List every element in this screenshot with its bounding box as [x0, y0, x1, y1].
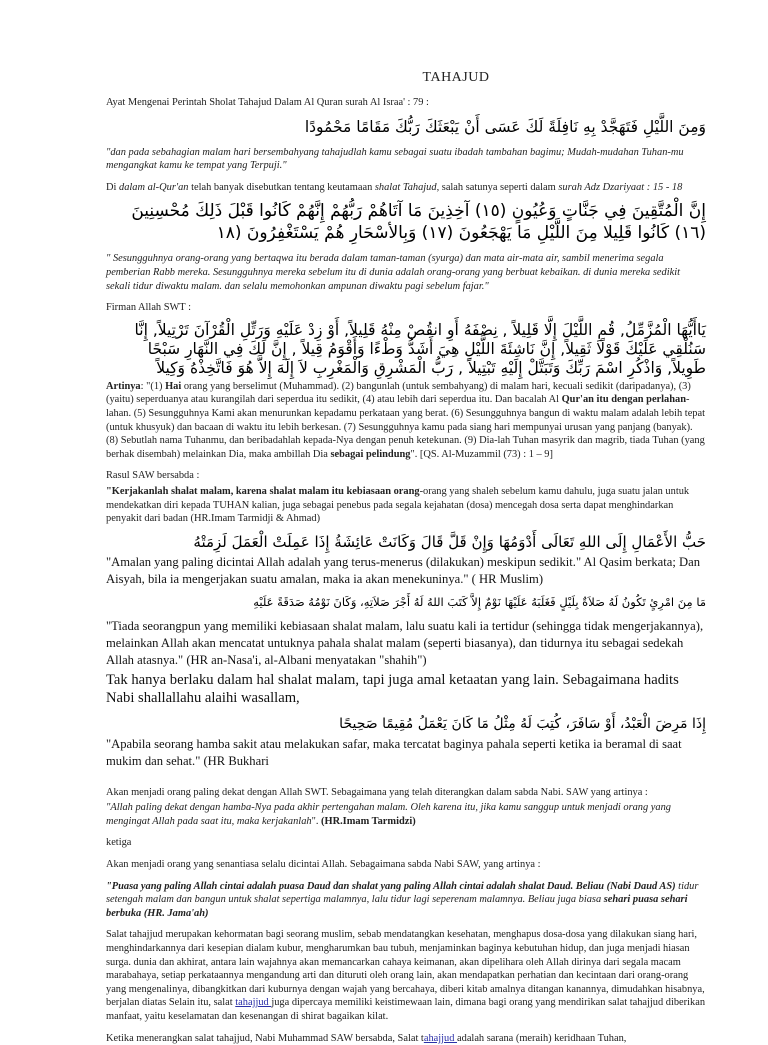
text: Salat tahajjud merupakan kehormatan bagi seorang muslim, sebab mendatangkan kesehatan, menghapus dosa-dosa yang dilakukan siang hari, menghindarkannya dari kesepian dialam kubur, mengharumkan bau tubuh, menjaminkan baginya kebutuhan hidup, dan juga menjadi hiasan surga. dunia dan akhirat, antara lain wajahnya akan memancarkan cahaya keimanan, akan dipelihara oleh Allah dirinya dari segala macam marabahaya, setiap perkataannya mengandung arti dan dituruti oleh orang lain, akan mendapatkan perhatian dan kecintaan dari orang-orang yang mengenalinya, dibangkitkan dari kuburnya dengan wajah yang bercahaya, diberi kitab amalnya ditangan kanannya, dimudahkan hisabnya, berjalan diatas Selain itu, salat [106, 929, 705, 1009]
tiada-paragraph: "Tiada seorangpun yang memiliki kebiasaan shalat malam, lalu suatu kali ia tertidur (sehingga tidak mengerjakannya), melainkan Allah akan mencatat untuknya pahala shalat malam (seperti biasanya), dan tidurnya itu sebagai sedekah Allah atasnya." (HR an-Nasa'i, al-Albani menyatakan "shahih") [106, 618, 704, 667]
text: "Allah paling dekat dengan hamba-Nya pada akhir pertengahan malam. Oleh karena itu, jika kamu sanggup untuk menjadi orang yang mengingat Allah pada saat itu, maka kerjakanlah [106, 802, 671, 827]
text: sebagai pelindung [330, 448, 411, 460]
tahajjud-link[interactable]: tahajjud [235, 997, 272, 1009]
text: Hai [165, 380, 182, 392]
quote-text: " Sesungguhnya orang-orang yang bertaqwa itu berada dalam taman-taman (syurga) dan mata air-mata air, sambil menerima segala pemberian Rabb mereka. Sesungguhnya mereka sebelum itu di dunia adalah orang-orang yang berbuat kebaikan. di dunia mereka sedikit sekali tidur diwaktu malam. dan selalu memohonkan ampunan diwaktu pagi sebelum fajar." [106, 253, 680, 292]
allah-quote-paragraph [106, 801, 706, 828]
quote-text: "dan pada sebahagian malam hari bersembahyang tahajudlah kamu sebagai suatu ibadah tambahan bagimu; Mudah-mudahan Tuhan-mu mengangkat kamu ke tempat yang Terpuji." [106, 146, 684, 172]
text: dalam al-Qur'an [119, 181, 189, 193]
ketiga-label: ketiga [106, 837, 132, 849]
text: "Puasa yang paling Allah cintai adalah puasa Daud dan shalat yang paling Allah cintai adalah shalat Daud. Beliau (Nabi Daud AS) [106, 880, 676, 892]
text: Ketika menerangkan salat tahajjud, Nabi Muhammad SAW bersabda, Salat t [106, 1032, 424, 1044]
text: ". [QS. Al-Muzammil (73) : 1 – 9] [410, 448, 553, 460]
document-title: TAHAJUD [422, 70, 490, 85]
text: -orang yang shaleh sebelum kamu dahulu, juga suatu jalan untuk mendekatkan diri kepada TUHAN kalian, juga sebagai penebus pada segala kejahatan (dosa) mencegah dosa serta dapat menghindarkan penyakit dari badan (HR.Imam Tarmidji & Ahmad) [106, 485, 690, 525]
text: juga dipercaya memiliki keistimewaan lain, dimana bagi orang yang mendirikan salat tahajjud diberikan manfaat, yaitu keselamatan dan kesenangan di shirat bagaikan kilat. [106, 997, 706, 1022]
text: sehari puasa sehari berbuka (HR. Jama'ah) [106, 894, 688, 919]
text: surah Adz Dzariyaat : 15 - 18 [558, 181, 683, 193]
text: "Amalan yang paling [106, 554, 214, 569]
arabic-verse-dzariyaat: إِنَّ الْمُتَّقِينَ فِي جَنَّاتٍ وَعُيُونٍ (١٥) آخِذِينَ مَا آتَاهُمْ رَبُّهُمْ إِنَّهُمْ كَانُوا قَبْلَ ذَلِكَ مُحْسِنِينَ (١٦) كَانُوا قَلِيلا مِنَ اللَّيْلِ مَا يَهْجَعُونَ (١٧) وَبِالأسْحَارِ هُمْ يَسْتَغْفِرُونَ (١٨ [131, 201, 706, 244]
paragraph-dzariyaat [106, 181, 706, 195]
text: shalat Tahajud, [374, 181, 440, 193]
quote-isra-translation [106, 146, 706, 173]
artinya-paragraph [106, 380, 706, 462]
tahajjud-link[interactable]: ahajjud [423, 1032, 458, 1044]
arabic-hadith-tidur: مَا مِنَ امْرِئٍ تَكُونُ لَهُ صَلاَةٌ بِلَيْلٍ فَغَلَبَهُ عَلَيْهَا نَوْمٌ إِلاَّ كَتَبَ اللهُ لَهُ أَجْرَ صَلاَتِهِ، وَكَانَ نَوْمُهُ صَدَقَةً عَلَيْهِ [253, 594, 706, 609]
quote-dzariyaat-translation [106, 252, 706, 293]
rasul-heading: Rasul SAW bersabda : [106, 470, 200, 482]
arabic-hadith-amal: حَبُّ الأَعْمَالِ إِلَى اللهِ تَعَالَى أَدْوَمُهَا وَإِنْ قَلَّ قَالَ وَكَانَتْ عَائِشَةُ إِذَا عَمِلَتْ الْعَمَلَ لَزِمَتْهُ [193, 532, 706, 551]
text: telah banyak disebutkan tentang keutamaan [188, 181, 375, 193]
salat-paragraph [106, 928, 706, 1023]
puasa-quote-paragraph [106, 880, 706, 921]
text: Qur'an itu dengan perlahan [561, 394, 687, 406]
text: : "(1) [140, 380, 166, 392]
text: -lahan. (5) Sesungguhnya Kami akan menurunkan kepadamu perkataan yang berat. (6) Sesungguhnya bangun di waktu malam adalah lebih tepat (untuk khusyuk) dan bacaan di waktu itu lebih berkesan. (7) Sesungguhnya kamu pada siang hari mempunyai urusan yang panjang (banyak). (8) Sebutlah nama Tuhanmu, dan beribadahlah kepada-Nya dengan penuh ketekunan. (9) Dia-lah Tuhan masyrik dan magrib, tiada Tuhan (yang berhak disembah) melainkan Dia, maka ambillah Dia [106, 394, 706, 460]
amalan-paragraph [106, 554, 706, 588]
label: Artinya [106, 380, 141, 392]
firman-heading: Firman Allah SWT : [106, 302, 191, 314]
akan-dekat-paragraph: Akan menjadi orang paling dekat dengan Allah SWT. Sebagaimana yang telah diterangkan dalam sabda Nabi. SAW yang artinya : [106, 786, 648, 798]
apabila-paragraph: "Apabila seorang hamba sakit atau melakukan safar, maka tercatat baginya pahala seperti ketika ia beramal di saat mukim dan sehat." (HR Bukhari [106, 736, 682, 768]
arabic-verse-muzammil: يَاأَيُّهَا الْمُزَّمِّلُ, قُمِ اللَّيْلَ إِلَّا قَلِيلاً , نِصْفَهُ أَوِ انقُصْ مِنْهُ قَلِيلاً, أَوْ زِدْ عَلَيْهِ وَرَتِّلِ الْقُرْآنَ تَرْتِيلاً, إِنَّا سَنُلْقِي عَلَيْكَ قَوْلًا ثَقِيلاً, إِنَّ نَاشِئَةَ اللَّيْلِ هِيَ أَشَدُّ وَطْءًا وَأَقْوَمُ قِيلاً , إِنَّ لَكَ فِي النَّهَارِ سَبْحًا طَوِيلاً, وَاذْكُرِ اسْمَ رَبِّكَ وَتَبَتَّلْ إِلَيْهِ تَبْتِيلاً , رَبُّ الْمَشْرِقِ وَالْمَغْرِبِ لاَ إِلَهَ إِلاَّ هُوَ فَاتَّخِذْهُ وَكِيلاً [134, 320, 706, 377]
arabic-hadith-sakit: إِذَا مَرِضَ الْعَبْدُ، أَوْ سَافَرَ، كُتِبَ لَهُ مِثْلُ مَا كَانَ يَعْمَلُ مُقِيمًا صَحِيحًا [339, 715, 706, 732]
arabic-verse-isra: وَمِنَ اللَّيْلِ فَتَهَجَّدْ بِهِ نَافِلَةً لَكَ عَسَى أَنْ يَبْعَثَكَ رَبُّكَ مَقَامًا مَحْمُودًا [304, 117, 706, 136]
intro-text: Ayat Mengenai Perintah Sholat Tahajud Dalam Al Quran surah Al Israa' : 79 : [106, 97, 429, 108]
text: ". [311, 815, 322, 827]
text: Di [106, 181, 119, 193]
text: "Kerjakanlah shalat malam, karena shalat malam itu kebiasaan orang [106, 485, 420, 497]
text: (HR.Imam Tarmidzi) [321, 815, 416, 827]
text: tidur setengah malam dan bangun untuk shalat sepertiga malamnya, lalu tidur lagi seperenam malamnya. Beliau juga biasa [106, 880, 699, 906]
document-body [106, 70, 706, 1045]
text: dicintai Allah adalah yang terus-menerus (dilakukan) meskipun sedikit." Al Qasim berkata; Dan Aisyah, bila ia mengerjakan suatu amalan, maka ia akan menekuninya." ( HR Muslim) [106, 554, 700, 586]
ketika-paragraph [106, 1032, 706, 1045]
text: orang yang berselimut (Muhammad). (2) bangunlah (untuk sembahyang) di malam hari, kecuali sedikit (daripadanya), (3) (yaitu) seperduanya atau kurangilah dari seperdua itu sedikit, (4) atau lebih dari seperdua itu. Dan bacalah Al [106, 380, 691, 406]
text: adalah sarana (meraih) keridhaan Tuhan, [457, 1032, 627, 1044]
akan-dicintai-paragraph: Akan menjadi orang yang senantiasa selalu dicintai Allah. Sebagaimana sabda Nabi SAW, yang artinya : [106, 859, 541, 871]
text: salah satunya seperti dalam [439, 181, 559, 193]
hadith-paragraph [106, 485, 706, 526]
tak-hanya-paragraph: Tak hanya berlaku dalam hal shalat malam, tapi juga amal ketaatan yang lain. Sebagaimana hadits Nabi shallallahu alaihi wasallam, [106, 671, 679, 707]
